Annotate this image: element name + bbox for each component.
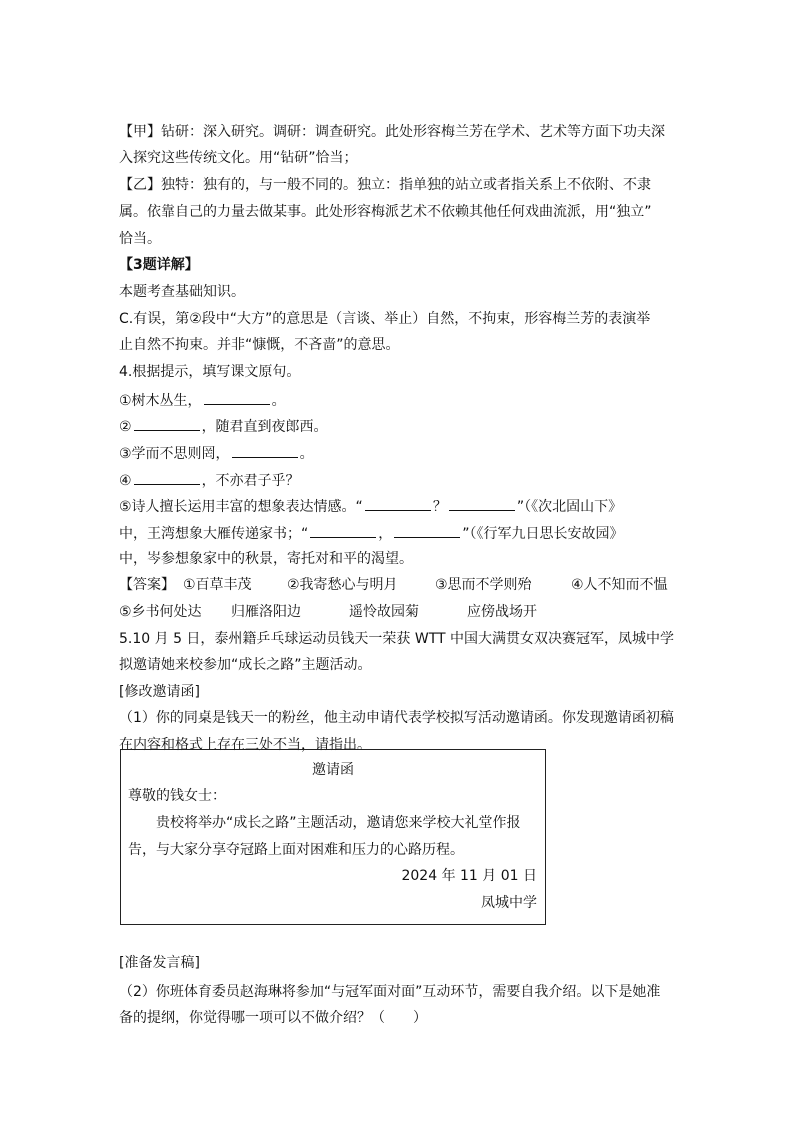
answer-item: 遥怜故园菊 <box>349 604 419 620</box>
paragraph-jia-line2: 入探究这些传统文化。用“钻研”恰当； <box>119 150 358 166</box>
q4-item4-post: ，不亦君子乎？ <box>201 473 300 489</box>
q4-item5-line2-post: ”（《行军九日思长安故园》 <box>462 526 624 542</box>
letter-body-line2: 告，与大家分享夺冠路上面对困难和压力的心路历程。 <box>128 842 464 858</box>
answer-blank <box>134 471 200 485</box>
answer-item: 归雁洛阳边 <box>231 604 301 620</box>
q5-sub1-line1: （1）你的同桌是钱天一的粉丝，他主动申请代表学校拟写活动邀请函。你发现邀请函初稿 <box>119 710 674 726</box>
paragraph-yi-line2: 属。依靠自己的力量去做某事。此处形容梅派艺术不依赖其他任何戏曲流派，用“独立” <box>119 204 652 220</box>
answer-blank <box>310 524 376 538</box>
q4-item2-pre: ② <box>119 419 132 435</box>
q4-item2-post: ，随君直到夜郎西。 <box>201 419 328 435</box>
letter-date: 2024 年 11 月 01 日 <box>401 868 537 884</box>
paragraph-jia-line1: 【甲】钻研：深入研究。调研：调查研究。此处形容梅兰芳在学术、艺术等方面下功夫深 <box>119 124 665 140</box>
answer-item: ③思而不学则殆 <box>435 577 532 593</box>
q5-line1: 5.10 月 5 日，泰州籍乒乓球运动员钱天一荣获 WTT 中国大满贯女双决赛冠军，凤城中学 <box>119 631 675 647</box>
answers-row2 <box>119 604 679 620</box>
q4-item3-post: 。 <box>299 446 314 462</box>
q4-item5-post: ”（《次北固山下》 <box>516 499 623 515</box>
q3-line3: 止自然不拘束。并非“慷慨，不吝啬”的意思。 <box>119 337 400 353</box>
letter-signature: 凤城中学 <box>481 895 537 911</box>
answer-label: 【答案】 <box>119 577 175 593</box>
answer-item: ②我寄愁心与明月 <box>287 577 398 593</box>
letter-body-line1: 贵校将举办“成长之路”主题活动，邀请您来学校大礼堂作报 <box>156 815 521 831</box>
answer-item: ⑤乡书何处达 <box>119 604 202 620</box>
invitation-letter-box <box>120 749 546 925</box>
answer-blank <box>232 444 298 458</box>
q4-item5-line2-pre: 中，王湾想象大雁传递家书；“ <box>119 526 309 542</box>
paragraph-yi-line3: 恰当。 <box>119 231 161 247</box>
q5-sub2-line2: 备的提纲，你觉得哪一项可以不做介绍？（ ） <box>119 1010 427 1026</box>
q4-item3 <box>119 444 679 462</box>
letter-salutation: 尊敬的钱女士： <box>128 788 226 804</box>
q4-item1 <box>119 391 679 409</box>
q4-item5-pre: ⑤诗人擅长运用丰富的想象表达情感。“ <box>119 499 363 515</box>
q4-item1-post: 。 <box>271 393 286 409</box>
q4-item5-line1 <box>119 497 679 515</box>
q4-title: 4.根据提示，填写课文原句。 <box>119 364 301 380</box>
answers-row1 <box>119 577 679 593</box>
q3-line1: 本题考查基础知识。 <box>119 284 245 300</box>
q4-item5-line3: 中，岑参想象家中的秋景，寄托对和平的渴望。 <box>119 551 413 567</box>
answer-item: ①百草丰茂 <box>183 577 252 593</box>
q5-section-invite: [修改邀请函] <box>119 684 200 700</box>
answer-item: ④人不知而不愠 <box>571 577 668 593</box>
q4-item3-pre: ③学而不思则罔， <box>119 446 230 462</box>
answer-blank <box>134 417 200 431</box>
q3-title: 【3题详解】 <box>119 257 199 273</box>
q4-item5-mid: ？ <box>432 499 447 515</box>
paragraph-yi-line1: 【乙】独特：独有的，与一般不同的。独立：指单独的站立或者指关系上不依附、不隶 <box>119 177 651 193</box>
q4-item5-line2 <box>119 524 679 542</box>
letter-title: 邀请函 <box>312 762 354 778</box>
q4-item1-pre: ①树木丛生， <box>119 393 202 409</box>
q4-item5-line2-mid: ， <box>378 526 393 542</box>
q5-line2: 拟邀请她来校参加“成长之路”主题活动。 <box>119 657 372 673</box>
q4-item4 <box>119 471 679 489</box>
q5-sub1-line2: 在内容和格式上存在三处不当，请指出。 <box>119 737 371 753</box>
answer-blank <box>365 497 431 511</box>
q5-section-speech: [准备发言稿] <box>119 955 200 971</box>
q4-item2 <box>119 417 679 435</box>
q3-line2: C.有误，第②段中“大方”的意思是（言谈、举止）自然，不拘束，形容梅兰芳的表演举 <box>119 311 651 327</box>
answer-blank <box>204 391 270 405</box>
answer-item: 应傍战场开 <box>467 604 537 620</box>
q4-item4-pre: ④ <box>119 473 132 489</box>
q5-sub2-line1: （2）你班体育委员赵海琳将参加“与冠军面对面”互动环节，需要自我介绍。以下是她准 <box>119 984 661 1000</box>
answer-blank <box>394 524 460 538</box>
answer-blank <box>449 497 515 511</box>
